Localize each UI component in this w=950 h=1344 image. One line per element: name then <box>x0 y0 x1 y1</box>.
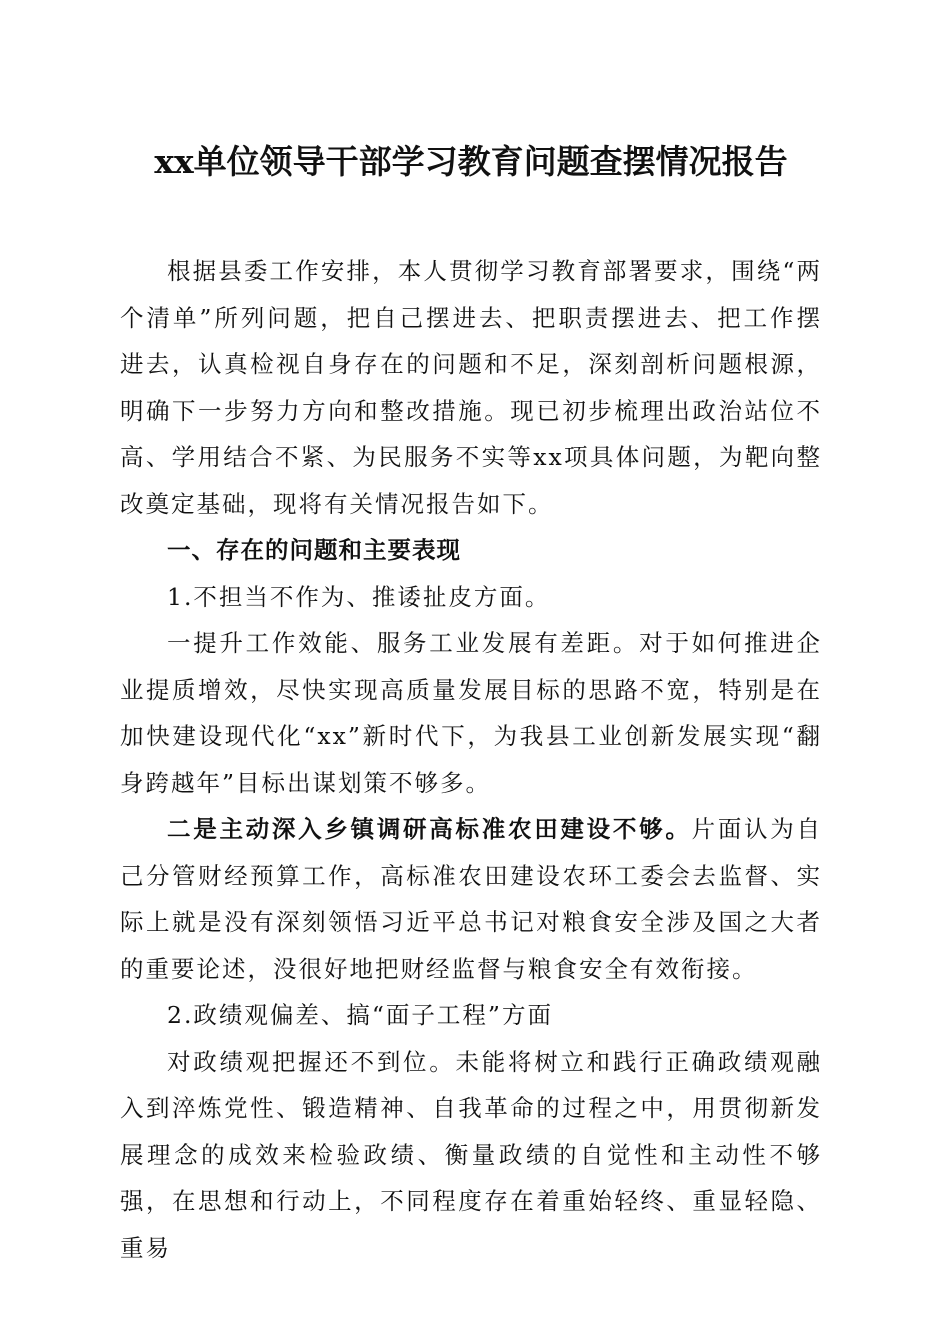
item-heading-1: 1.不担当不作为、推诿扯皮方面。 <box>167 582 551 611</box>
item1-paragraph-2-body: 片面认为自己分管财经预算工作，高标准农田建设农环工委会去监督、实际上就是没有深刻领悟习近平总书记对粮食安全涉及国之大者的重要论述，没很好地把财经监督与粮食安全有效衔接。 <box>120 815 823 983</box>
document-title: xx单位领导干部学习教育问题查摆情况报告 <box>154 142 788 181</box>
item-heading-2: 2.政绩观偏差、搞“面子工程”方面 <box>167 1001 553 1029</box>
item1-paragraph-2-lead: 二是主动深入乡镇调研高标准农田建设不够。 <box>167 815 692 843</box>
item1-paragraph-2 <box>120 806 822 992</box>
intro-paragraph: 根据县委工作安排，本人贯彻学习教育部署要求，围绕“两个清单”所列问题，把自己摆进去、把职责摆进去、把工作摆进去，认真检视自身存在的问题和不足，深刻剖析问题根源，明确下一步努力方向和整改措施。现已初步梳理出政治站位不高、学用结合不紧、为民服务不实等xx项具体问题，为靶向整改奠定基础，现将有关情况报告如下。 <box>120 257 822 518</box>
item1-paragraph-1: 一提升工作效能、服务工业发展有差距。对于如何推进企业提质增效，尽快实现高质量发展目标的思路不宽，特别是在加快建设现代化“xx”新时代下，为我县工业创新发展实现“翻身跨越年”目标出谋划策不够多。 <box>120 629 822 797</box>
section-heading-1: 一、存在的问题和主要表现 <box>167 536 461 564</box>
item2-paragraph-1: 对政绩观把握还不到位。未能将树立和践行正确政绩观融入到淬炼党性、锻造精神、自我革命的过程之中，用贯彻新发展理念的成效来检验政绩、衡量政绩的自觉性和主动性不够强，在思想和行动上，不同程度存在着重始轻终、重显轻隐、重易 <box>120 1047 822 1262</box>
